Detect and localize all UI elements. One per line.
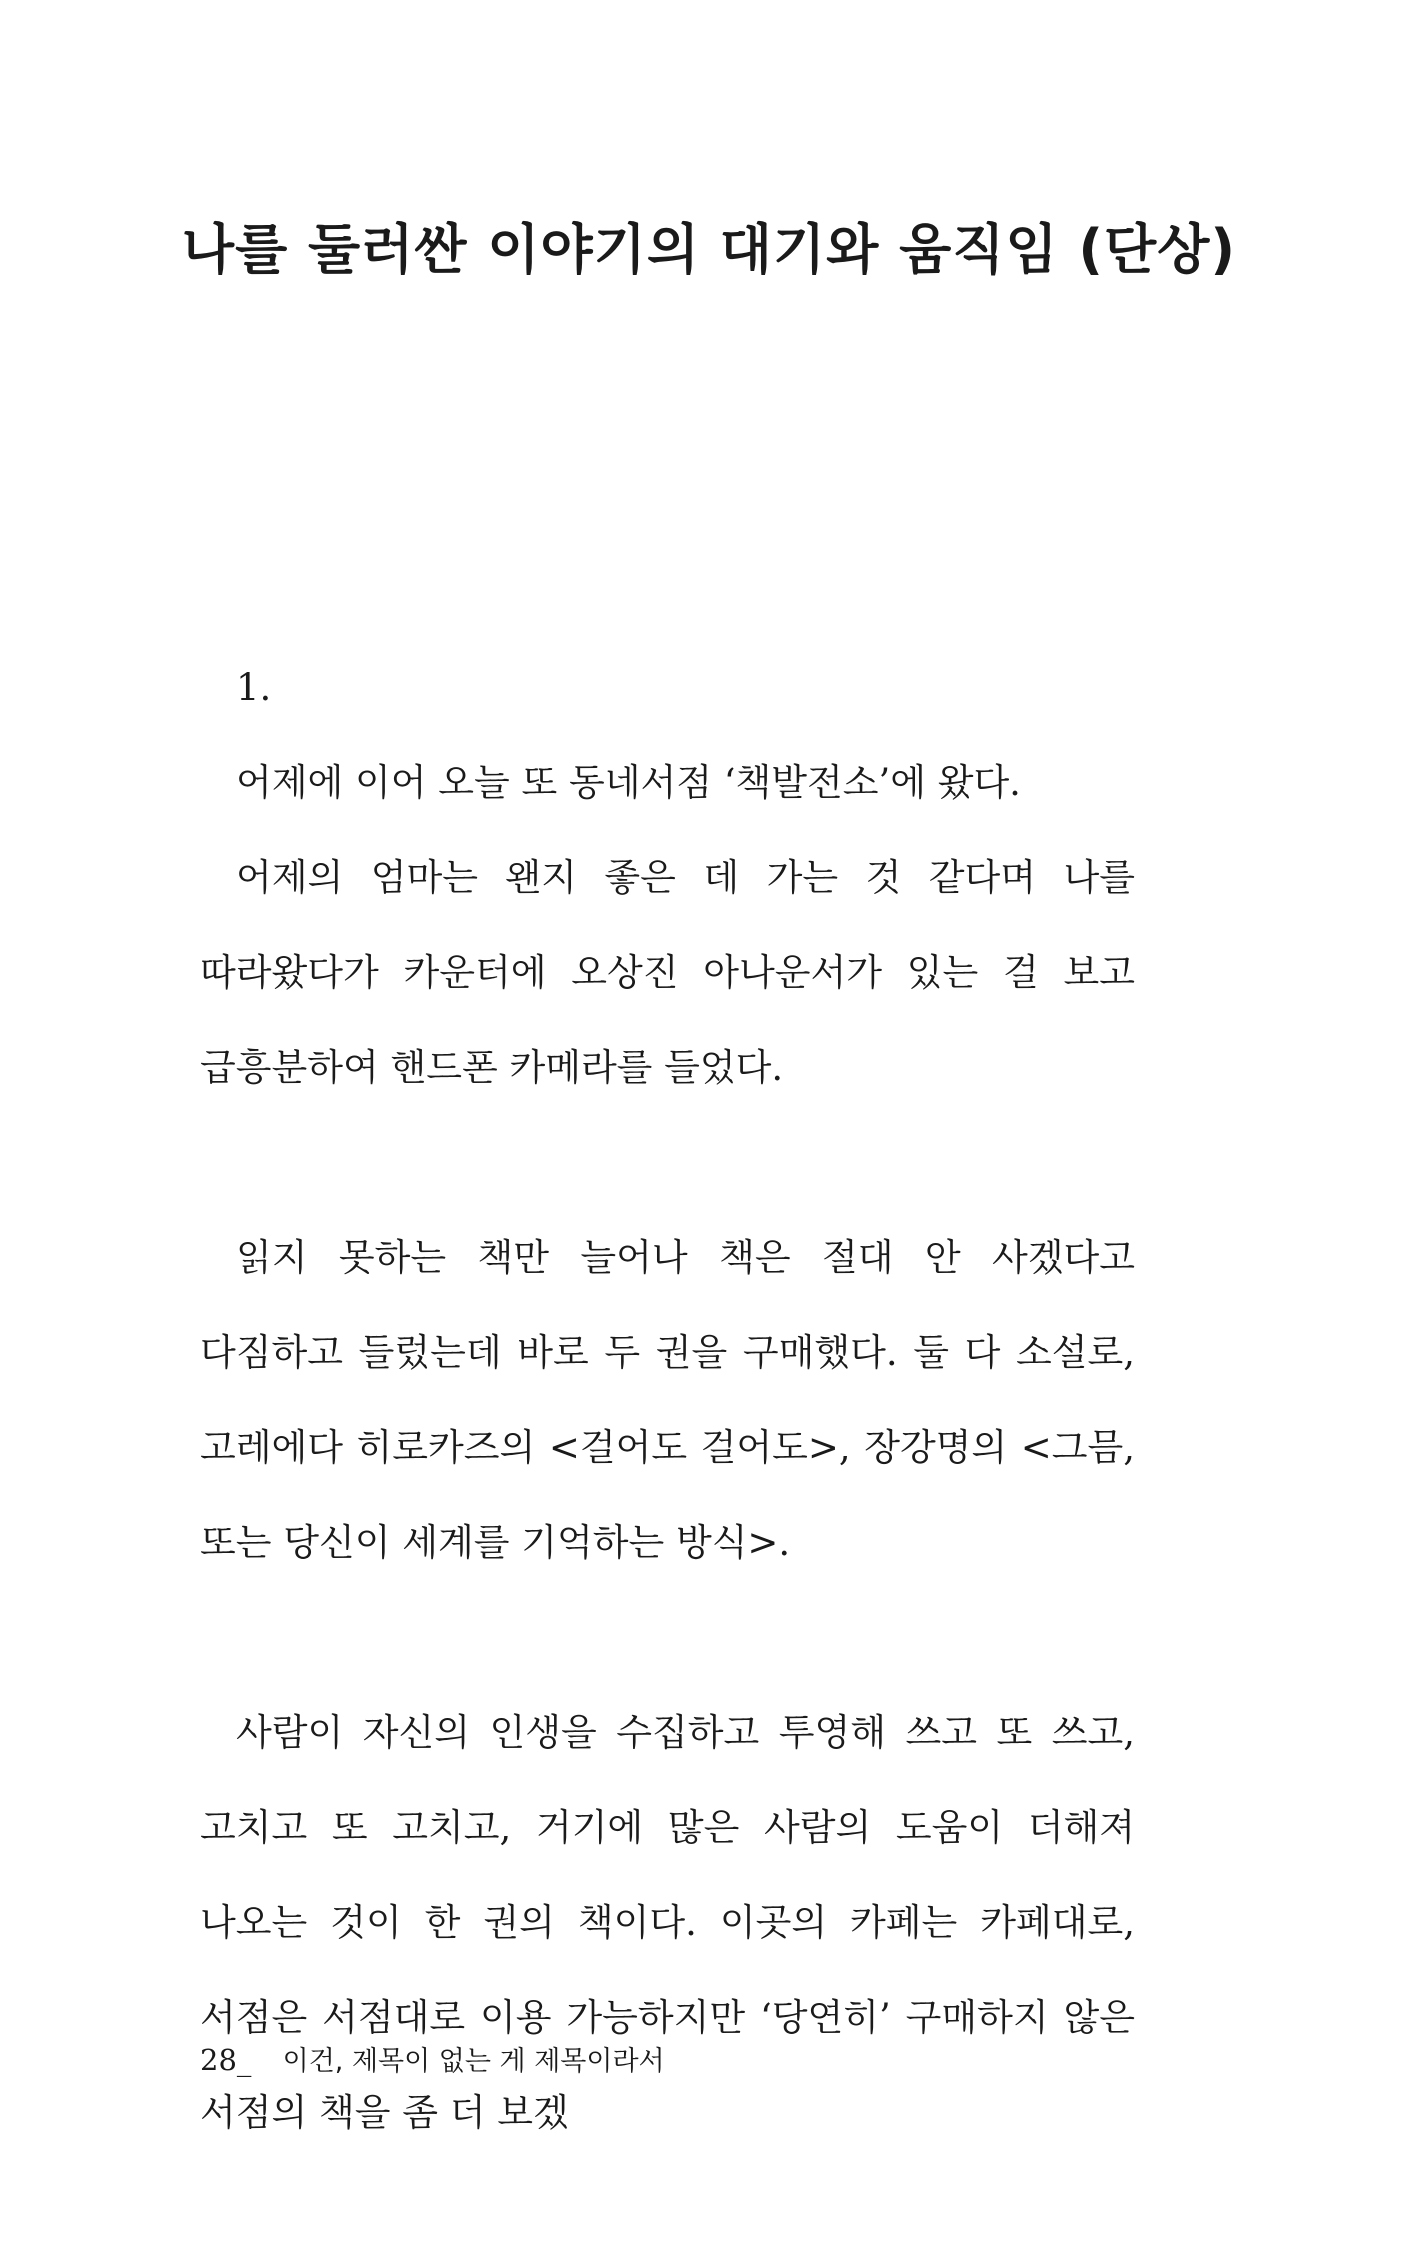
section-number: 1. bbox=[236, 666, 272, 709]
paragraph-gap bbox=[200, 1590, 1135, 1685]
body-text bbox=[200, 640, 1135, 2160]
page-footer bbox=[200, 2040, 665, 2082]
paragraph-2: 어제의 엄마는 왠지 좋은 데 가는 것 같다며 나를 따라왔다가 카운터에 오상진 아나운서가 있는 걸 보고 급흥분하여 핸드폰 카메라를 들었다. bbox=[200, 856, 1135, 1089]
chapter-title: 나를 둘러싼 이야기의 대기와 움직임 (단상) bbox=[181, 218, 1237, 281]
paragraph-1: 어제에 이어 오늘 또 동네서점 ‘책발전소’에 왔다. bbox=[236, 761, 1021, 804]
paragraph-gap bbox=[200, 1115, 1135, 1210]
page-number: 28_ bbox=[200, 2043, 252, 2077]
running-head: 이건, 제목이 없는 게 제목이라서 bbox=[282, 2046, 665, 2077]
paragraph-3: 읽지 못하는 책만 늘어나 책은 절대 안 사겠다고 다짐하고 들렀는데 바로 두 권을 구매했다. 둘 다 소설로, 고레에다 히로카즈의 <걸어도 걸어도>, 장강명의 <그믐, 또는 당신이 세계를 기억하는 방식>. bbox=[200, 1236, 1135, 1564]
paragraph-4: 사람이 자신의 인생을 수집하고 투영해 쓰고 또 쓰고, 고치고 또 고치고, 거기에 많은 사람의 도움이 더해져 나오는 것이 한 권의 책이다. 이곳의 카페는 카페대로, 서점은 서점대로 이용 가능하지만 ‘당연히’ 구매하지 않은 서점의 책을 좀 더 보겠 bbox=[200, 1711, 1135, 2134]
